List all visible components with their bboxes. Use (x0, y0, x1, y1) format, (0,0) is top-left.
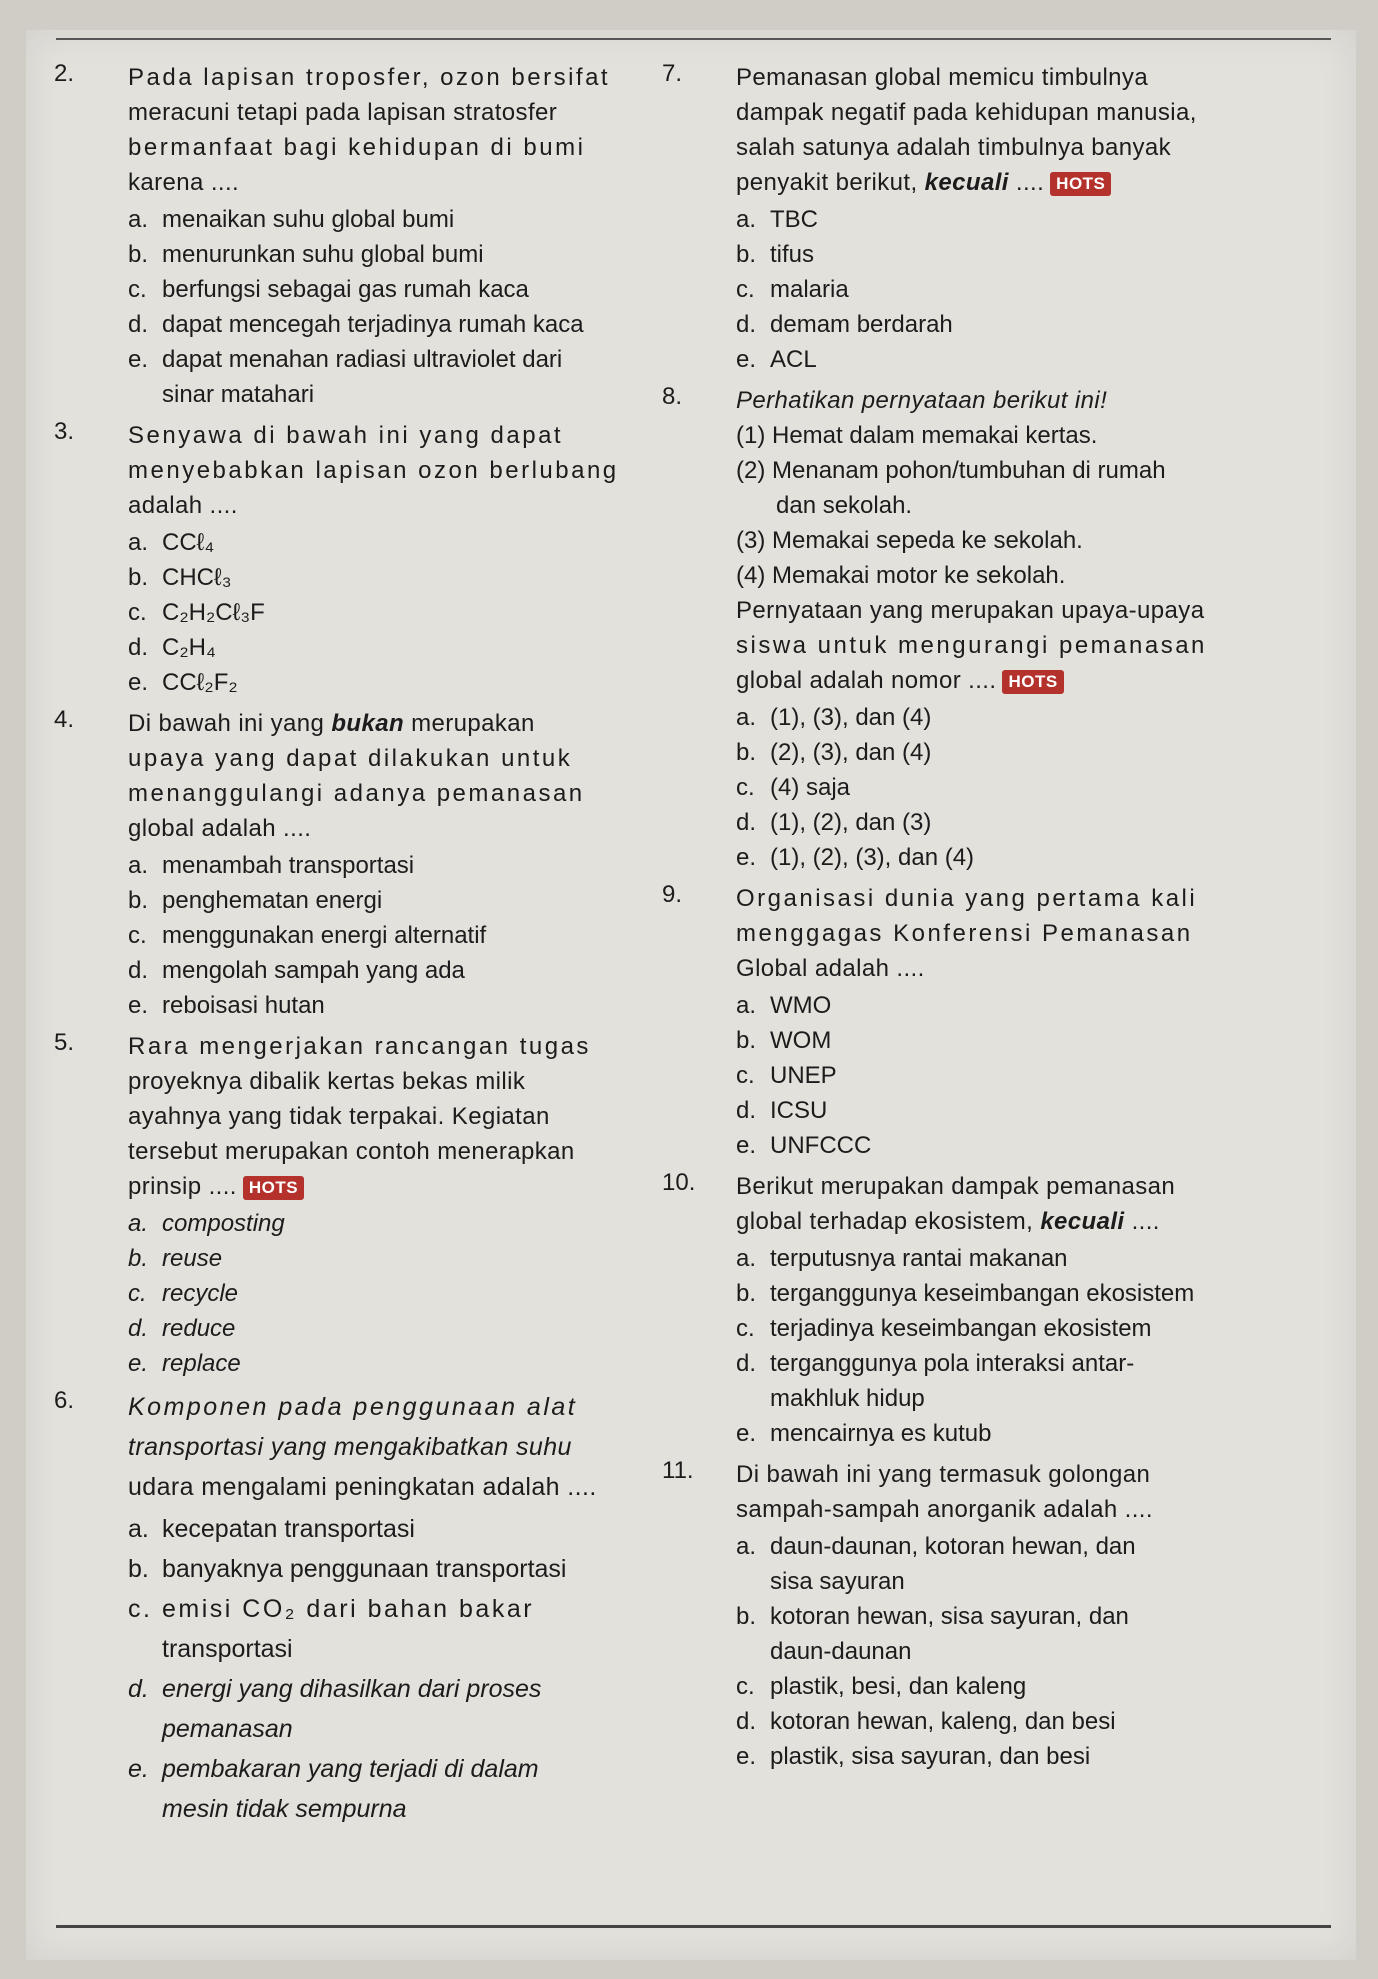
option-a[interactable]: a. TBC (736, 206, 818, 233)
emphasis-word: kecuali (924, 169, 1009, 196)
option-e[interactable]: e. mencairnya es kutub (736, 1420, 992, 1447)
question-stem-line: global terhadap ekosistem, kecuali .... (736, 1208, 1160, 1235)
option-b[interactable]: b. WOM (736, 1027, 832, 1054)
question-stem-line: penyakit berikut, kecuali .... HOTS (736, 165, 1352, 200)
question-stem-line: Di bawah ini yang bukan merupakan (128, 710, 535, 737)
option-c[interactable]: c. UNEP (736, 1062, 837, 1089)
question-stem-line: global adalah .... (128, 815, 312, 842)
question-3 (54, 418, 654, 700)
question-stem-line: bermanfaat bagi kehidupan di bumi (128, 134, 586, 161)
answer-options (128, 848, 654, 1023)
option-c[interactable]: c. berfungsi sebagai gas rumah kaca (128, 276, 529, 303)
option-a[interactable]: a. kecepatan transportasi (128, 1515, 415, 1543)
option-a[interactable]: a. composting (128, 1210, 285, 1237)
question-stem-line: menggagas Konferensi Pemanasan (736, 920, 1193, 947)
question-stem-line: Di bawah ini yang termasuk golongan (736, 1461, 1151, 1488)
question-stem-line: menyebabkan lapisan ozon berlubang (128, 457, 619, 484)
option-e[interactable]: e. pembakaran yang terjadi di dalam (128, 1755, 539, 1783)
answer-options (736, 988, 1352, 1163)
question-5 (54, 1029, 654, 1381)
option-continuation: sisa sayuran (770, 1568, 905, 1595)
option-e[interactable]: e. plastik, sisa sayuran, dan besi (736, 1743, 1091, 1770)
question-2 (54, 60, 654, 412)
hots-badge: HOTS (243, 1176, 304, 1200)
question-number: 7. (662, 60, 683, 87)
bottom-rule (56, 1925, 1331, 1928)
emphasis-word: kecuali (1040, 1208, 1125, 1235)
question-11 (662, 1457, 1352, 1774)
option-c[interactable]: c. emisi CO₂ dari bahan bakar (128, 1595, 535, 1623)
option-d[interactable]: d. demam berdarah (736, 311, 953, 338)
option-e[interactable]: e. CCℓ₂F₂ (128, 669, 238, 696)
statement-3: (3) Memakai sepeda ke sekolah. (736, 527, 1083, 554)
question-6 (54, 1387, 654, 1829)
answer-options (736, 202, 1352, 377)
question-number: 2. (54, 60, 75, 87)
question-number: 6. (54, 1387, 75, 1414)
question-stem-line: Senyawa di bawah ini yang dapat (128, 422, 564, 449)
option-c[interactable]: c. terjadinya keseimbangan ekosistem (736, 1315, 1152, 1342)
question-stem-line: udara mengalami peningkatan adalah .... (128, 1473, 597, 1501)
question-stem-line: Berikut merupakan dampak pemanasan (736, 1173, 1176, 1200)
question-8 (662, 383, 1352, 875)
option-c[interactable]: c. (4) saja (736, 774, 851, 801)
question-number: 3. (54, 418, 75, 445)
emphasis-word: bukan (331, 710, 405, 737)
question-stem-line: proyeknya dibalik kertas bekas milik (128, 1068, 526, 1095)
answer-options (128, 1509, 654, 1829)
option-e[interactable]: e. replace (128, 1350, 241, 1377)
question-number: 5. (54, 1029, 75, 1056)
question-stem-line: karena .... (128, 169, 240, 196)
question-4 (54, 706, 654, 1023)
option-e[interactable]: e. UNFCCC (736, 1132, 872, 1159)
option-a[interactable]: a. menambah transportasi (128, 852, 415, 879)
top-rule (56, 38, 1331, 40)
left-column (54, 60, 654, 1835)
question-stem-line: meracuni tetapi pada lapisan stratosfer (128, 99, 558, 126)
question-stem-line: Komponen pada penggunaan alat (128, 1393, 578, 1421)
question-number: 11. (662, 1457, 694, 1484)
question-stem-line: transportasi yang mengakibatkan suhu (128, 1433, 572, 1461)
hots-badge: HOTS (1002, 670, 1063, 694)
question-stem-line: adalah .... (128, 492, 238, 519)
question-stem-line: salah satunya adalah timbulnya banyak (736, 134, 1172, 161)
option-d[interactable]: d. terganggunya pola interaksi antar- (736, 1350, 1135, 1377)
question-stem-line: Global adalah .... (736, 955, 925, 982)
option-e[interactable]: e. ACL (736, 346, 817, 373)
option-a[interactable]: a. daun-daunan, kotoran hewan, dan (736, 1533, 1136, 1560)
question-number: 10. (662, 1169, 696, 1196)
option-b[interactable]: b. (2), (3), dan (4) (736, 739, 932, 766)
option-c[interactable]: c. C₂H₂Cℓ₃F (128, 599, 265, 626)
option-b[interactable]: b. terganggunya keseimbangan ekosistem (736, 1280, 1195, 1307)
option-c[interactable]: c. malaria (736, 276, 849, 303)
option-continuation: pemanasan (162, 1715, 293, 1743)
question-stem-line: Rara mengerjakan rancangan tugas (128, 1033, 591, 1060)
option-d[interactable]: d. C₂H₄ (128, 634, 216, 661)
question-stem-line: Pada lapisan troposfer, ozon bersifat (128, 64, 611, 91)
question-number: 8. (662, 383, 683, 410)
answer-options (128, 202, 654, 412)
question-stem-line: ayahnya yang tidak terpakai. Kegiatan (128, 1103, 550, 1130)
question-stem-line: dampak negatif pada kehidupan manusia, (736, 99, 1197, 126)
question-stem-line: siswa untuk mengurangi pemanasan (736, 632, 1207, 659)
question-10 (662, 1169, 1352, 1451)
question-stem-line: sampah-sampah anorganik adalah .... (736, 1496, 1153, 1523)
question-stem-line: Perhatikan pernyataan berikut ini! (736, 387, 1108, 414)
option-b[interactable]: b. tifus (736, 241, 815, 268)
answer-options (736, 700, 1352, 875)
option-b[interactable]: b. penghematan energi (128, 887, 383, 914)
statement-4: (4) Memakai motor ke sekolah. (736, 562, 1066, 589)
option-continuation: daun-daunan (770, 1638, 912, 1665)
option-a[interactable]: a. WMO (736, 992, 832, 1019)
question-stem-line: tersebut merupakan contoh menerapkan (128, 1138, 575, 1165)
question-stem-line: Organisasi dunia yang pertama kali (736, 885, 1198, 912)
option-continuation: transportasi (162, 1635, 293, 1663)
option-a[interactable]: a. menaikan suhu global bumi (128, 206, 455, 233)
answer-options (736, 1241, 1352, 1451)
option-e[interactable]: e. reboisasi hutan (128, 992, 325, 1019)
option-d[interactable]: d. energi yang dihasilkan dari proses (128, 1675, 542, 1703)
question-stem-line: global adalah nomor .... HOTS (736, 663, 1352, 698)
answer-options (128, 525, 654, 700)
question-stem-line: prinsip .... HOTS (128, 1169, 654, 1204)
statement-continuation: dan sekolah. (776, 492, 913, 519)
option-c[interactable]: c. plastik, besi, dan kaleng (736, 1673, 1027, 1700)
question-number: 9. (662, 881, 683, 908)
option-a[interactable]: a. terputusnya rantai makanan (736, 1245, 1068, 1272)
option-d[interactable]: d. dapat mencegah terjadinya rumah kaca (128, 311, 584, 338)
option-d[interactable]: d. kotoran hewan, kaleng, dan besi (736, 1708, 1116, 1735)
option-d[interactable]: d. mengolah sampah yang ada (128, 957, 465, 984)
option-a[interactable]: a. (1), (3), dan (4) (736, 704, 932, 731)
textbook-page (26, 30, 1356, 1960)
option-e[interactable]: e. dapat menahan radiasi ultraviolet dari (128, 346, 563, 373)
option-d[interactable]: d. reduce (128, 1315, 236, 1342)
option-b[interactable]: b. kotoran hewan, sisa sayuran, dan (736, 1603, 1129, 1630)
question-stem-line: Pemanasan global memicu timbulnya (736, 64, 1149, 91)
option-continuation: makhluk hidup (770, 1385, 925, 1412)
answer-options (736, 1529, 1352, 1774)
option-c[interactable]: c. menggunakan energi alternatif (128, 922, 487, 949)
question-stem-line: upaya yang dapat dilakukan untuk (128, 745, 573, 772)
hots-badge: HOTS (1050, 172, 1111, 196)
question-stem-line: Pernyataan yang merupakan upaya-upaya (736, 597, 1205, 624)
statement-2: (2) Menanam pohon/tumbuhan di rumah (736, 457, 1166, 484)
answer-options (128, 1206, 654, 1381)
option-continuation: sinar matahari (162, 381, 315, 408)
option-b[interactable]: b. CHCℓ₃ (128, 564, 232, 591)
statement-1: (1) Hemat dalam memakai kertas. (736, 422, 1098, 449)
question-stem-line: menanggulangi adanya pemanasan (128, 780, 585, 807)
option-b[interactable]: b. reuse (128, 1245, 223, 1272)
option-a[interactable]: a. CCℓ₄ (128, 529, 215, 556)
option-e[interactable]: e. (1), (2), (3), dan (4) (736, 844, 975, 871)
question-number: 4. (54, 706, 75, 733)
right-column (662, 60, 1352, 1780)
option-b[interactable]: b. banyaknya penggunaan transportasi (128, 1555, 567, 1583)
option-d[interactable]: d. (1), (2), dan (3) (736, 809, 932, 836)
option-continuation: mesin tidak sempurna (162, 1795, 407, 1823)
option-b[interactable]: b. menurunkan suhu global bumi (128, 241, 484, 268)
option-c[interactable]: c. recycle (128, 1280, 239, 1307)
question-9 (662, 881, 1352, 1163)
question-7 (662, 60, 1352, 377)
option-d[interactable]: d. ICSU (736, 1097, 828, 1124)
